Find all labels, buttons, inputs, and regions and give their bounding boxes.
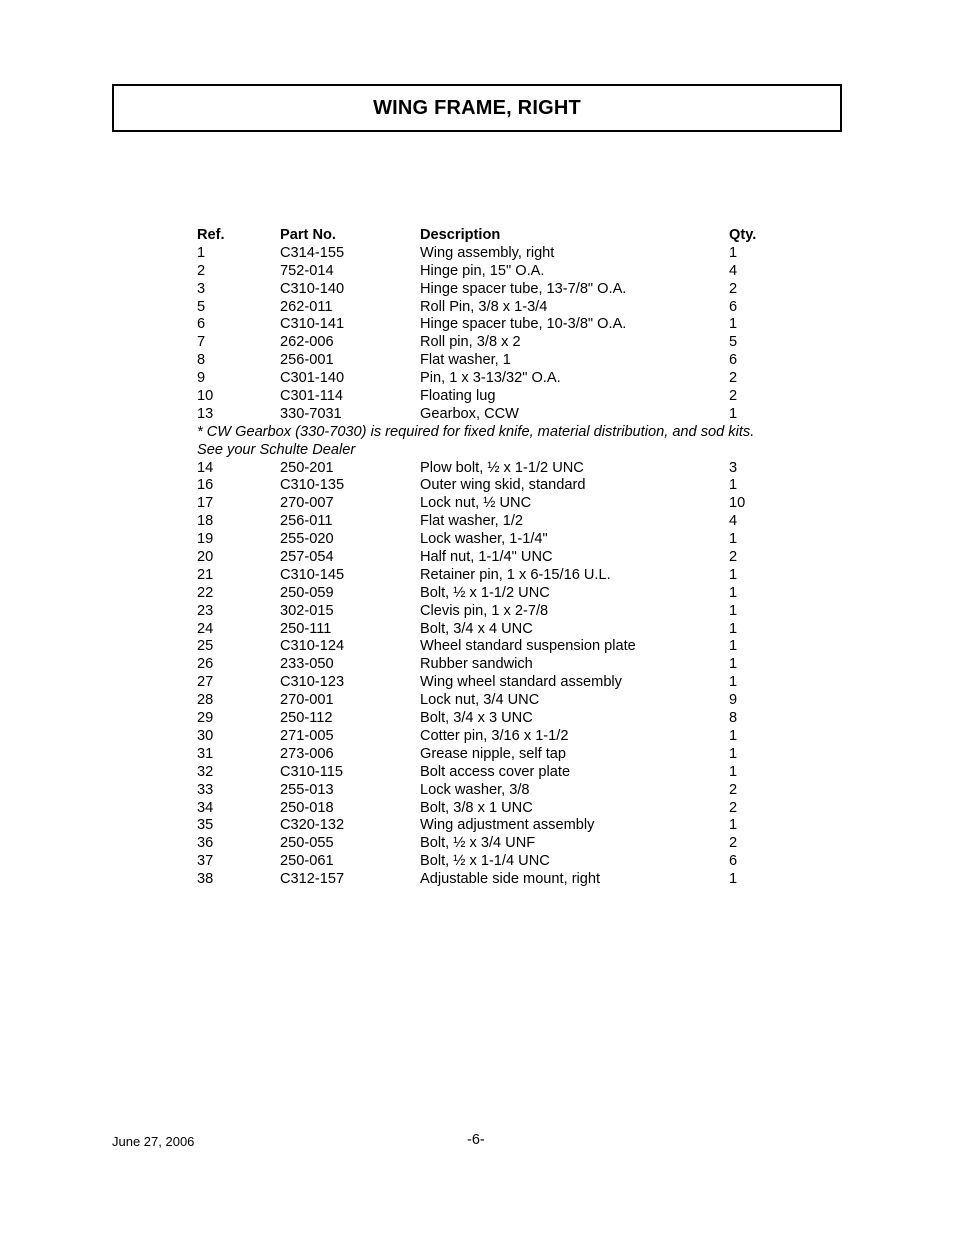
cell-ref: 5 [197, 298, 206, 315]
cell-description: Hinge pin, 15" O.A. [420, 262, 545, 279]
cell-part-no: 302-015 [280, 602, 334, 619]
cell-ref: 1 [197, 244, 206, 261]
cell-qty: 4 [729, 513, 738, 530]
cell-qty: 1 [729, 727, 738, 744]
cell-part-no: 262-011 [280, 298, 333, 315]
table-row [197, 638, 817, 656]
cell-ref: 37 [197, 853, 214, 870]
cell-qty: 6 [729, 853, 738, 870]
cell-part-no: C312-157 [280, 871, 345, 888]
cell-part-no: 273-006 [280, 745, 334, 762]
cell-ref: 26 [197, 656, 214, 673]
cell-part-no: 752-014 [280, 262, 334, 279]
cell-part-no: C310-135 [280, 477, 345, 494]
cell-description: Bolt access cover plate [420, 763, 571, 780]
table-row [197, 800, 817, 818]
cell-description: Adjustable side mount, right [420, 871, 601, 888]
cell-ref: 24 [197, 620, 214, 637]
cell-part-no: 330-7031 [280, 405, 342, 422]
cell-description: Retainer pin, 1 x 6-15/16 U.L. [420, 566, 611, 583]
cell-description: Floating lug [420, 388, 496, 405]
cell-ref: 6 [197, 316, 206, 333]
cell-qty: 1 [729, 656, 738, 673]
cell-qty: 8 [729, 710, 738, 727]
cell-part-no: 250-018 [280, 799, 334, 816]
cell-description: Bolt, ½ x 1-1/4 UNC [420, 853, 550, 870]
table-row [197, 531, 817, 549]
cell-ref: 33 [197, 781, 214, 798]
cell-ref: 32 [197, 763, 214, 780]
table-row [197, 513, 817, 531]
table-row [197, 835, 817, 853]
cell-part-no: 250-201 [280, 459, 334, 476]
cell-qty: 6 [729, 352, 738, 369]
table-row [197, 316, 817, 334]
cell-ref: 22 [197, 584, 214, 601]
parts-list-header [197, 227, 817, 245]
cell-description: Plow bolt, ½ x 1-1/2 UNC [420, 459, 584, 476]
cell-description: Roll Pin, 3/8 x 1-3/4 [420, 298, 548, 315]
table-row [197, 656, 817, 674]
table-row [197, 549, 817, 567]
table-row [197, 764, 817, 782]
cell-description: Hinge spacer tube, 13-7/8" O.A. [420, 280, 627, 297]
cell-ref: 31 [197, 745, 214, 762]
cell-qty: 1 [729, 405, 738, 422]
cell-ref: 18 [197, 513, 214, 530]
cell-ref: 2 [197, 262, 206, 279]
cell-qty: 4 [729, 262, 738, 279]
cell-description: Flat washer, 1/2 [420, 513, 524, 530]
cell-description: Outer wing skid, standard [420, 477, 586, 494]
cell-ref: 16 [197, 477, 214, 494]
cell-ref: 27 [197, 674, 214, 691]
cell-ref: 19 [197, 531, 214, 548]
cell-qty: 2 [729, 799, 738, 816]
cell-part-no: 250-055 [280, 835, 334, 852]
cell-description: Wing wheel standard assembly [420, 674, 622, 691]
cell-description: Gearbox, CCW [420, 405, 519, 422]
footer-date: June 27, 2006 [112, 1134, 195, 1149]
table-row [197, 334, 817, 352]
cell-part-no: 255-020 [280, 531, 334, 548]
cell-qty: 1 [729, 745, 738, 762]
table-row [197, 746, 817, 764]
cell-qty: 1 [729, 602, 738, 619]
table-row [197, 370, 817, 388]
cell-part-no: C301-140 [280, 370, 345, 387]
gearbox-note-line-1: * CW Gearbox (330-7030) is required for fixed knife, material distribution, and sod kits. [197, 423, 755, 440]
cell-description: Clevis pin, 1 x 2-7/8 [420, 602, 549, 619]
cell-part-no: 270-001 [280, 692, 334, 709]
table-row [197, 495, 817, 513]
cell-qty: 1 [729, 244, 738, 261]
parts-list [197, 227, 817, 889]
cell-description: Bolt, 3/4 x 4 UNC [420, 620, 533, 637]
cell-ref: 28 [197, 692, 214, 709]
cell-ref: 23 [197, 602, 214, 619]
cell-part-no: C320-132 [280, 817, 345, 834]
cell-part-no: 256-011 [280, 513, 333, 530]
cell-qty: 1 [729, 763, 738, 780]
cell-ref: 14 [197, 459, 214, 476]
cell-ref: 29 [197, 710, 214, 727]
cell-ref: 25 [197, 638, 214, 655]
cell-description: Lock washer, 1-1/4" [420, 531, 548, 548]
table-row [197, 281, 817, 299]
cell-part-no: C301-114 [280, 388, 344, 405]
table-row [197, 352, 817, 370]
cell-qty: 9 [729, 692, 738, 709]
cell-description: Lock nut, 3/4 UNC [420, 692, 540, 709]
cell-qty: 1 [729, 584, 738, 601]
cell-description: Bolt, ½ x 1-1/2 UNC [420, 584, 550, 601]
gearbox-note-line-2: See your Schulte Dealer [197, 441, 356, 458]
table-row [197, 782, 817, 800]
cell-qty: 1 [729, 566, 738, 583]
cell-qty: 2 [729, 835, 738, 852]
cell-ref: 13 [197, 405, 214, 422]
cell-part-no: 262-006 [280, 334, 334, 351]
cell-description: Cotter pin, 3/16 x 1-1/2 [420, 727, 569, 744]
cell-description: Flat washer, 1 [420, 352, 511, 369]
table-row [197, 710, 817, 728]
table-row [197, 603, 817, 621]
cell-part-no: C310-124 [280, 638, 345, 655]
table-row [197, 674, 817, 692]
cell-part-no: C310-140 [280, 280, 345, 297]
cell-qty: 2 [729, 388, 738, 405]
cell-part-no: 270-007 [280, 495, 334, 512]
cell-qty: 5 [729, 334, 738, 351]
cell-part-no: 250-061 [280, 853, 334, 870]
cell-part-no: 255-013 [280, 781, 334, 798]
cell-description: Half nut, 1-1/4" UNC [420, 549, 553, 566]
table-row [197, 728, 817, 746]
cell-ref: 36 [197, 835, 214, 852]
cell-description: Lock nut, ½ UNC [420, 495, 532, 512]
table-row [197, 460, 817, 478]
cell-qty: 1 [729, 531, 738, 548]
cell-ref: 8 [197, 352, 206, 369]
table-row [197, 817, 817, 835]
cell-ref: 20 [197, 549, 214, 566]
cell-part-no: 250-111 [280, 620, 332, 637]
parts-rows-group-a [197, 245, 817, 424]
cell-qty: 1 [729, 638, 738, 655]
header-part-no: Part No. [280, 227, 336, 243]
cell-ref: 30 [197, 727, 214, 744]
cell-description: Pin, 1 x 3-13/32" O.A. [420, 370, 561, 387]
cell-ref: 34 [197, 799, 214, 816]
cell-description: Roll pin, 3/8 x 2 [420, 334, 521, 351]
table-row [197, 692, 817, 710]
cell-qty: 10 [729, 495, 746, 512]
cell-ref: 17 [197, 495, 214, 512]
page-number: -6- [467, 1132, 485, 1148]
header-qty: Qty. [729, 227, 757, 243]
cell-description: Wheel standard suspension plate [420, 638, 636, 655]
cell-part-no: 271-005 [280, 727, 334, 744]
cell-description: Hinge spacer tube, 10-3/8" O.A. [420, 316, 627, 333]
table-row [197, 853, 817, 871]
cell-description: Rubber sandwich [420, 656, 533, 673]
cell-ref: 21 [197, 566, 214, 583]
cell-qty: 1 [729, 871, 738, 888]
cell-ref: 7 [197, 334, 206, 351]
cell-description: Grease nipple, self tap [420, 745, 567, 762]
cell-ref: 9 [197, 370, 206, 387]
table-row [197, 245, 817, 263]
cell-part-no: C310-115 [280, 763, 344, 780]
cell-qty: 3 [729, 459, 738, 476]
cell-description: Wing adjustment assembly [420, 817, 595, 834]
parts-rows-group-b [197, 460, 817, 889]
cell-part-no: 233-050 [280, 656, 334, 673]
cell-part-no: 250-112 [280, 710, 333, 727]
cell-description: Bolt, 3/4 x 3 UNC [420, 710, 533, 727]
header-ref: Ref. [197, 227, 225, 243]
table-row [197, 585, 817, 603]
cell-description: Bolt, ½ x 3/4 UNF [420, 835, 536, 852]
cell-description: Wing assembly, right [420, 244, 555, 261]
table-row [197, 263, 817, 281]
cell-part-no: C314-155 [280, 244, 345, 261]
cell-part-no: 256-001 [280, 352, 334, 369]
cell-qty: 1 [729, 477, 738, 494]
table-row [197, 299, 817, 317]
table-row [197, 871, 817, 889]
cell-part-no: 250-059 [280, 584, 334, 601]
cell-part-no: C310-141 [280, 316, 345, 333]
cell-part-no: C310-123 [280, 674, 345, 691]
cell-part-no: 257-054 [280, 549, 334, 566]
cell-qty: 1 [729, 674, 738, 691]
cell-qty: 2 [729, 280, 738, 297]
table-row [197, 388, 817, 406]
page-title: WING FRAME, RIGHT [373, 96, 581, 119]
cell-qty: 1 [729, 316, 738, 333]
header-description: Description [420, 227, 501, 243]
cell-part-no: C310-145 [280, 566, 345, 583]
cell-qty: 2 [729, 370, 738, 387]
cell-description: Lock washer, 3/8 [420, 781, 530, 798]
cell-qty: 2 [729, 781, 738, 798]
cell-qty: 6 [729, 298, 738, 315]
table-row [197, 477, 817, 495]
cell-description: Bolt, 3/8 x 1 UNC [420, 799, 533, 816]
cell-ref: 38 [197, 871, 214, 888]
cell-qty: 2 [729, 549, 738, 566]
cell-qty: 1 [729, 620, 738, 637]
table-row [197, 567, 817, 585]
title-box [112, 84, 842, 132]
cell-ref: 35 [197, 817, 214, 834]
table-row [197, 406, 817, 424]
cell-qty: 1 [729, 817, 738, 834]
cell-ref: 10 [197, 388, 214, 405]
table-row [197, 621, 817, 639]
cell-ref: 3 [197, 280, 206, 297]
